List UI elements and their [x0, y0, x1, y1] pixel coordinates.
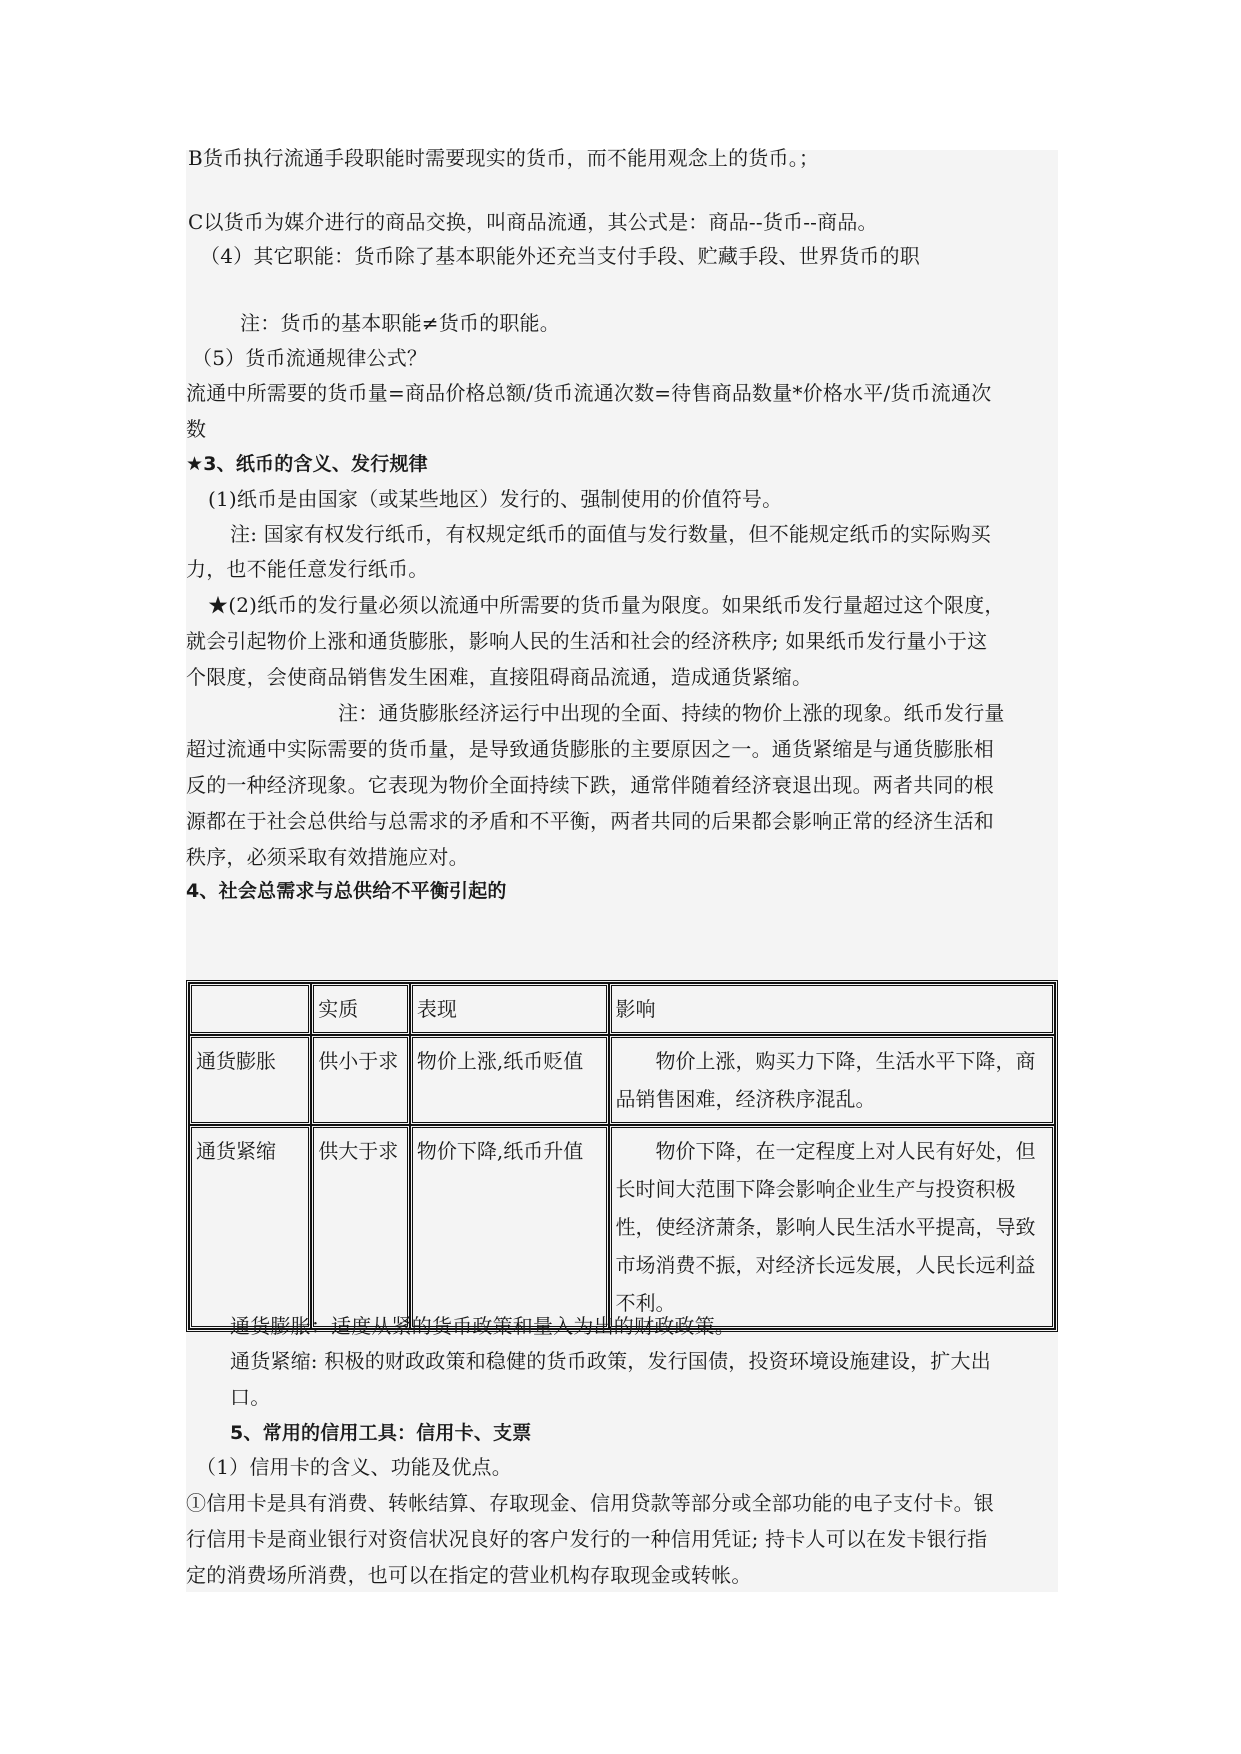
section-heading-3: ★3、纸币的含义、发行规律 — [186, 453, 428, 475]
line-paper-money-def: (1)纸币是由国家（或某些地区）发行的、强制使用的价值符号。 — [208, 487, 783, 511]
table-cell-effect — [609, 1125, 1055, 1329]
note-basic-function: 注：货币的基本职能≠货币的职能。 — [240, 311, 560, 335]
table-cell-effect-text: 物价下降，在一定程度上对人民有好处，但长时间大范围下降会影响企业生产与投资积极性，使经济萧条，影响人民生活水平提高，导致市场消费不振，对经济长远发展，人民长远利益不利。 — [615, 1139, 1036, 1315]
line-circulation-law: （5）货币流通规律公式？ — [192, 346, 428, 370]
note-paper-money-cont: 力，也不能任意发行纸币。 — [186, 557, 429, 581]
table-cell-manifest: 物价上涨,纸币贬值 — [410, 1035, 609, 1125]
table-cell-manifest: 物价下降,纸币升值 — [410, 1125, 609, 1329]
line-c-commodity-circulation: C以货币为媒介进行的商品交换，叫商品流通，其公式是：商品--货币--商品。 — [188, 210, 878, 234]
line-credit-card-title: （1）信用卡的含义、功能及优点。 — [196, 1455, 512, 1479]
line-issuance-cont1: 就会引起物价上涨和通货膨胀，影响人民的生活和社会的经济秩序; 如果纸币发行量小于这 — [186, 629, 988, 653]
table-cell-effect — [609, 1035, 1055, 1125]
note-inflation: 注：通货膨胀经济运行中出现的全面、持续的物价上涨的现象。纸币发行量 — [338, 701, 1005, 725]
imbalance-table — [186, 980, 1058, 1332]
line-deflation-policy-cont: 口。 — [230, 1385, 271, 1409]
table-header-cell — [189, 983, 311, 1035]
table-header-cell: 表现 — [410, 983, 609, 1035]
table-row — [189, 1035, 1055, 1125]
section-heading-4: 4、社会总需求与总供给不平衡引起的 — [186, 880, 507, 902]
line-credit-card-def-cont1: 行信用卡是商业银行对资信状况良好的客户发行的一种信用凭证; 持卡人可以在发卡银行指 — [186, 1527, 988, 1551]
table-header-cell: 实质 — [311, 983, 410, 1035]
line-formula: 流通中所需要的货币量=商品价格总额/货币流通次数=待售商品数量*价格水平/货币流通次 — [186, 381, 992, 405]
line-other-functions: （4）其它职能：货币除了基本职能外还充当支付手段、贮藏手段、世界货币的职 — [200, 244, 920, 268]
table-cell-essence: 供大于求 — [311, 1125, 410, 1329]
table-header-row — [189, 983, 1055, 1035]
table-header-cell: 影响 — [609, 983, 1055, 1035]
line-b-circulation: B货币执行流通手段职能时需要现实的货币，而不能用观念上的货币。； — [188, 146, 820, 170]
line-deflation-policy: 通货紧缩: 积极的财政政策和稳健的货币政策，发行国债，投资环境设施建设，扩大出 — [230, 1349, 991, 1373]
line-formula-end: 数 — [186, 417, 207, 441]
line-inflation-policy: 通货膨胀：适度从紧的货币政策和量入为出的财政政策。 — [230, 1314, 735, 1338]
section-heading-5: 5、常用的信用工具：信用卡、支票 — [230, 1422, 532, 1444]
line-issuance-limit: ★(2)纸币的发行量必须以流通中所需要的货币量为限度。如果纸币发行量超过这个限度， — [208, 593, 1005, 617]
note-inflation-cont2: 反的一种经济现象。它表现为物价全面持续下跌，通常伴随着经济衰退出现。两者共同的根 — [186, 773, 994, 797]
line-issuance-cont2: 个限度，会使商品销售发生困难，直接阻碍商品流通，造成通货紧缩。 — [186, 665, 813, 689]
table-row — [189, 1125, 1055, 1329]
table-cell-name: 通货紧缩 — [189, 1125, 311, 1329]
note-inflation-cont3: 源都在于社会总供给与总需求的矛盾和不平衡，两者共同的后果都会影响正常的经济生活和 — [186, 809, 994, 833]
table-cell-name: 通货膨胀 — [189, 1035, 311, 1125]
table-cell-effect-text: 物价上涨，购买力下降，生活水平下降，商品销售困难，经济秩序混乱。 — [615, 1049, 1036, 1111]
table-cell-essence: 供小于求 — [311, 1035, 410, 1125]
note-inflation-cont1: 超过流通中实际需要的货币量，是导致通货膨胀的主要原因之一。通货紧缩是与通货膨胀相 — [186, 737, 994, 761]
note-inflation-cont4: 秩序，必须采取有效措施应对。 — [186, 845, 469, 869]
note-paper-money: 注: 国家有权发行纸币，有权规定纸币的面值与发行数量，但不能规定纸币的实际购买 — [230, 522, 991, 546]
line-credit-card-def: ①信用卡是具有消费、转帐结算、存取现金、信用贷款等部分或全部功能的电子支付卡。银 — [186, 1491, 994, 1515]
line-credit-card-def-cont2: 定的消费场所消费，也可以在指定的营业机构存取现金或转帐。 — [186, 1563, 752, 1587]
